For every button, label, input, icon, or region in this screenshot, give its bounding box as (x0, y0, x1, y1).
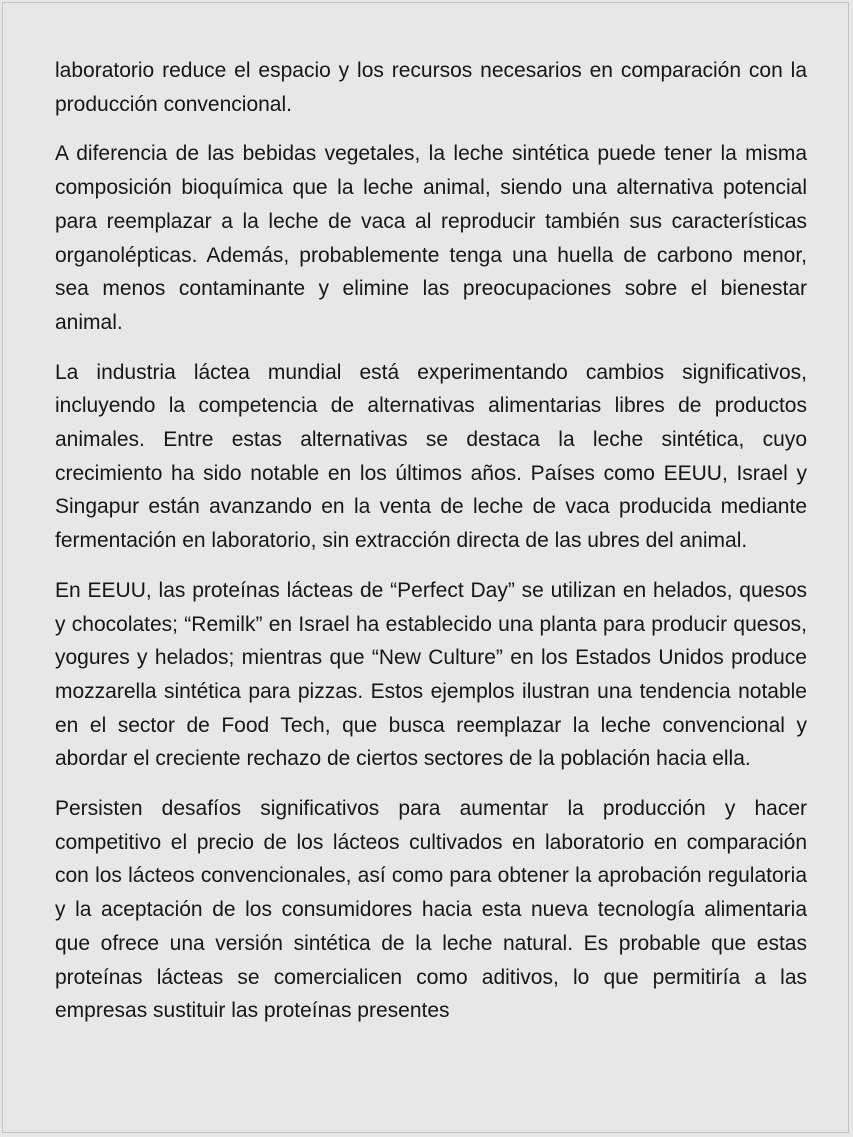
paragraph-2: A diferencia de las bebidas vegetales, la leche sintética puede tener la misma composición bioquímica que la leche animal, siendo una alternativa potencial para reemplazar a la leche de vaca al reproducir también sus características organolépticas. Además, probablemente tenga una huella de carbono menor, sea menos contaminante y elimine las preocupaciones sobre el bienestar animal. (55, 142, 807, 334)
document-body (55, 54, 807, 1044)
document-page (2, 2, 849, 1133)
paragraph-1: laboratorio reduce el espacio y los recursos necesarios en comparación con la producción convencional. (55, 59, 807, 116)
paragraph-3: La industria láctea mundial está experimentando cambios significativos, incluyendo la competencia de alternativas alimentarias libres de productos animales. Entre estas alternativas se destaca la leche sintética, cuyo crecimiento ha sido notable en los últimos años. Países como EEUU, Israel y Singapur están avanzando en la venta de leche de vaca producida mediante fermentación en laboratorio, sin extracción directa de las ubres del animal. (55, 360, 807, 553)
paragraph-5: Persisten desafíos significativos para aumentar la producción y hacer competitivo el precio de los lácteos cultivados en laboratorio en comparación con los lácteos convencionales, así como para obtener la aprobación regulatoria y la aceptación de los consumidores hacia esta nueva tecnología alimentaria que ofrece una versión sintética de la leche natural. Es probable que estas proteínas lácteas se comercialicen como aditivos, lo que permitiría a las empresas sustituir las proteínas presentes (55, 797, 807, 1023)
paragraph-4: En EEUU, las proteínas lácteas de “Perfect Day” se utilizan en helados, quesos y chocolates; “Remilk” en Israel ha establecido una planta para producir quesos, yogures y helados; mientras que “New Culture” en los Estados Unidos produce mozzarella sintética para pizzas. Estos ejemplos ilustran una tendencia notable en el sector de Food Tech, que busca reemplazar la leche convencional y abordar el creciente rechazo de ciertos sectores de la población hacia ella. (55, 578, 807, 771)
